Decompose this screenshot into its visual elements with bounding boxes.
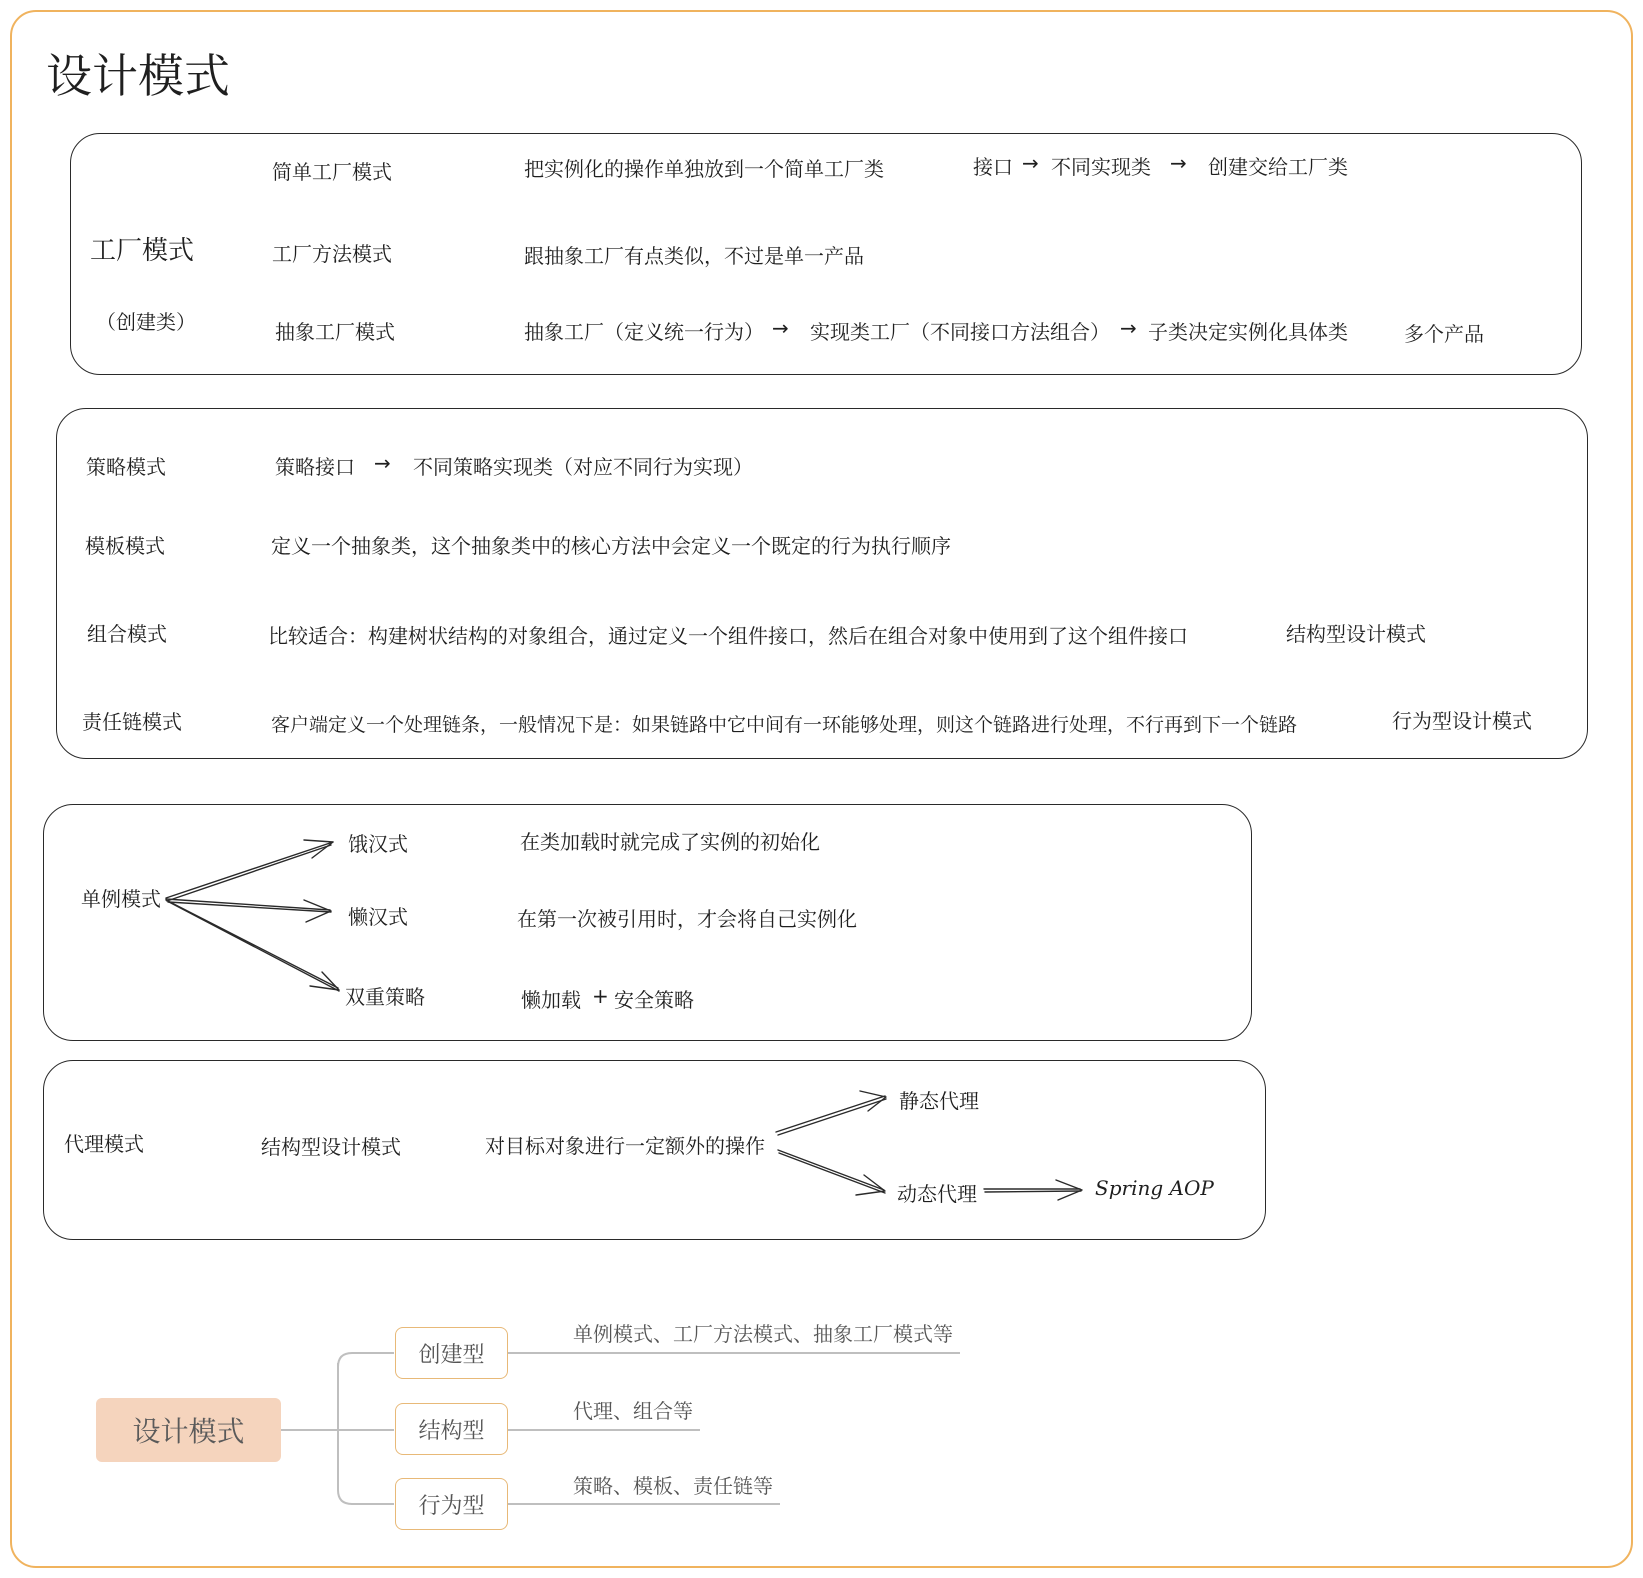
dynamic-proxy: 动态代理 [897,1182,977,1206]
abstract-flow-3: 子类决定实例化具体类 [1148,320,1348,344]
strategy-flow-1: 策略接口 [275,455,355,479]
mindmap-leaf-structural: 代理、组合等 [573,1399,693,1423]
strategy-flow-2: 不同策略实现类（对应不同行为实现） [413,455,753,479]
simple-flow-1: 接口 [973,155,1013,179]
double-check-desc-a: 懒加载 [521,988,581,1012]
proxy-to-dynamic-arrow [778,1150,885,1195]
composite-desc: 比较适合：构建树状结构的对象组合，通过定义一个组件接口，然后在组合对象中使用到了这个组件接口 [268,624,1188,648]
template-name: 模板模式 [85,534,165,558]
proxy-to-static-arrow [776,1091,886,1135]
simple-factory-name: 简单工厂模式 [272,160,392,184]
singleton-to-double-arrow [166,900,339,991]
arrow: → [374,451,391,475]
abstract-note: 多个产品 [1404,322,1484,346]
proxy-name: 代理模式 [64,1132,144,1156]
singleton-to-lazy-arrow [166,899,331,922]
eager-name: 饿汉式 [348,832,408,856]
factory-method-desc: 跟抽象工厂有点类似，不过是单一产品 [524,244,864,268]
eager-desc: 在类加载时就完成了实例的初始化 [520,830,820,854]
arrow: → [1170,151,1187,175]
abstract-factory-name: 抽象工厂模式 [275,320,395,344]
arrow: → [1120,316,1137,340]
composite-type: 结构型设计模式 [1286,622,1426,646]
mindmap-root: 设计模式 [96,1398,281,1462]
dynamic-to-aop-arrow [984,1180,1082,1200]
simple-flow-2: 不同实现类 [1051,155,1151,179]
singleton-name: 单例模式 [81,887,161,911]
double-check-desc-b: 安全策略 [614,988,694,1012]
mindmap-leaf-behavioral: 策略、模板、责任链等 [573,1474,773,1498]
mindmap-node-structural: 结构型 [395,1403,508,1455]
page-title: 设计模式 [46,49,230,103]
proxy-type: 结构型设计模式 [261,1135,401,1159]
simple-factory-desc: 把实例化的操作单独放到一个简单工厂类 [524,157,884,181]
arrow: → [1022,151,1039,175]
factory-category: （创建类） [96,310,196,334]
factory-method-name: 工厂方法模式 [272,242,392,266]
mindmap-leaf-creational: 单例模式、工厂方法模式、抽象工厂模式等 [573,1322,953,1346]
plus-sign: + [592,984,609,1008]
arrow: → [772,316,789,340]
strategy-name: 策略模式 [86,455,166,479]
proxy-desc: 对目标对象进行一定额外的操作 [485,1134,765,1158]
singleton-to-eager-arrow [166,840,333,901]
static-proxy: 静态代理 [899,1089,979,1113]
simple-flow-3: 创建交给工厂类 [1208,155,1348,179]
spring-aop-label: Spring AOP [1095,1176,1214,1200]
lazy-desc: 在第一次被引用时，才会将自己实例化 [517,907,857,931]
abstract-flow-1: 抽象工厂（定义统一行为） [524,320,764,344]
double-check-name: 双重策略 [345,985,425,1009]
composite-name: 组合模式 [87,622,167,646]
abstract-flow-2: 实现类工厂（不同接口方法组合） [810,320,1110,344]
chain-type: 行为型设计模式 [1392,709,1532,733]
lazy-name: 懒汉式 [348,905,408,929]
factory-name: 工厂模式 [90,236,195,266]
chain-name: 责任链模式 [82,710,182,734]
mindmap-node-creational: 创建型 [395,1327,508,1379]
chain-desc: 客户端定义一个处理链条，一般情况下是：如果链路中它中间有一环能够处理，则这个链路进行处理，不行再到下一个链路 [271,714,1298,736]
mindmap-node-behavioral: 行为型 [395,1478,508,1530]
template-desc: 定义一个抽象类，这个抽象类中的核心方法中会定义一个既定的行为执行顺序 [271,534,951,558]
